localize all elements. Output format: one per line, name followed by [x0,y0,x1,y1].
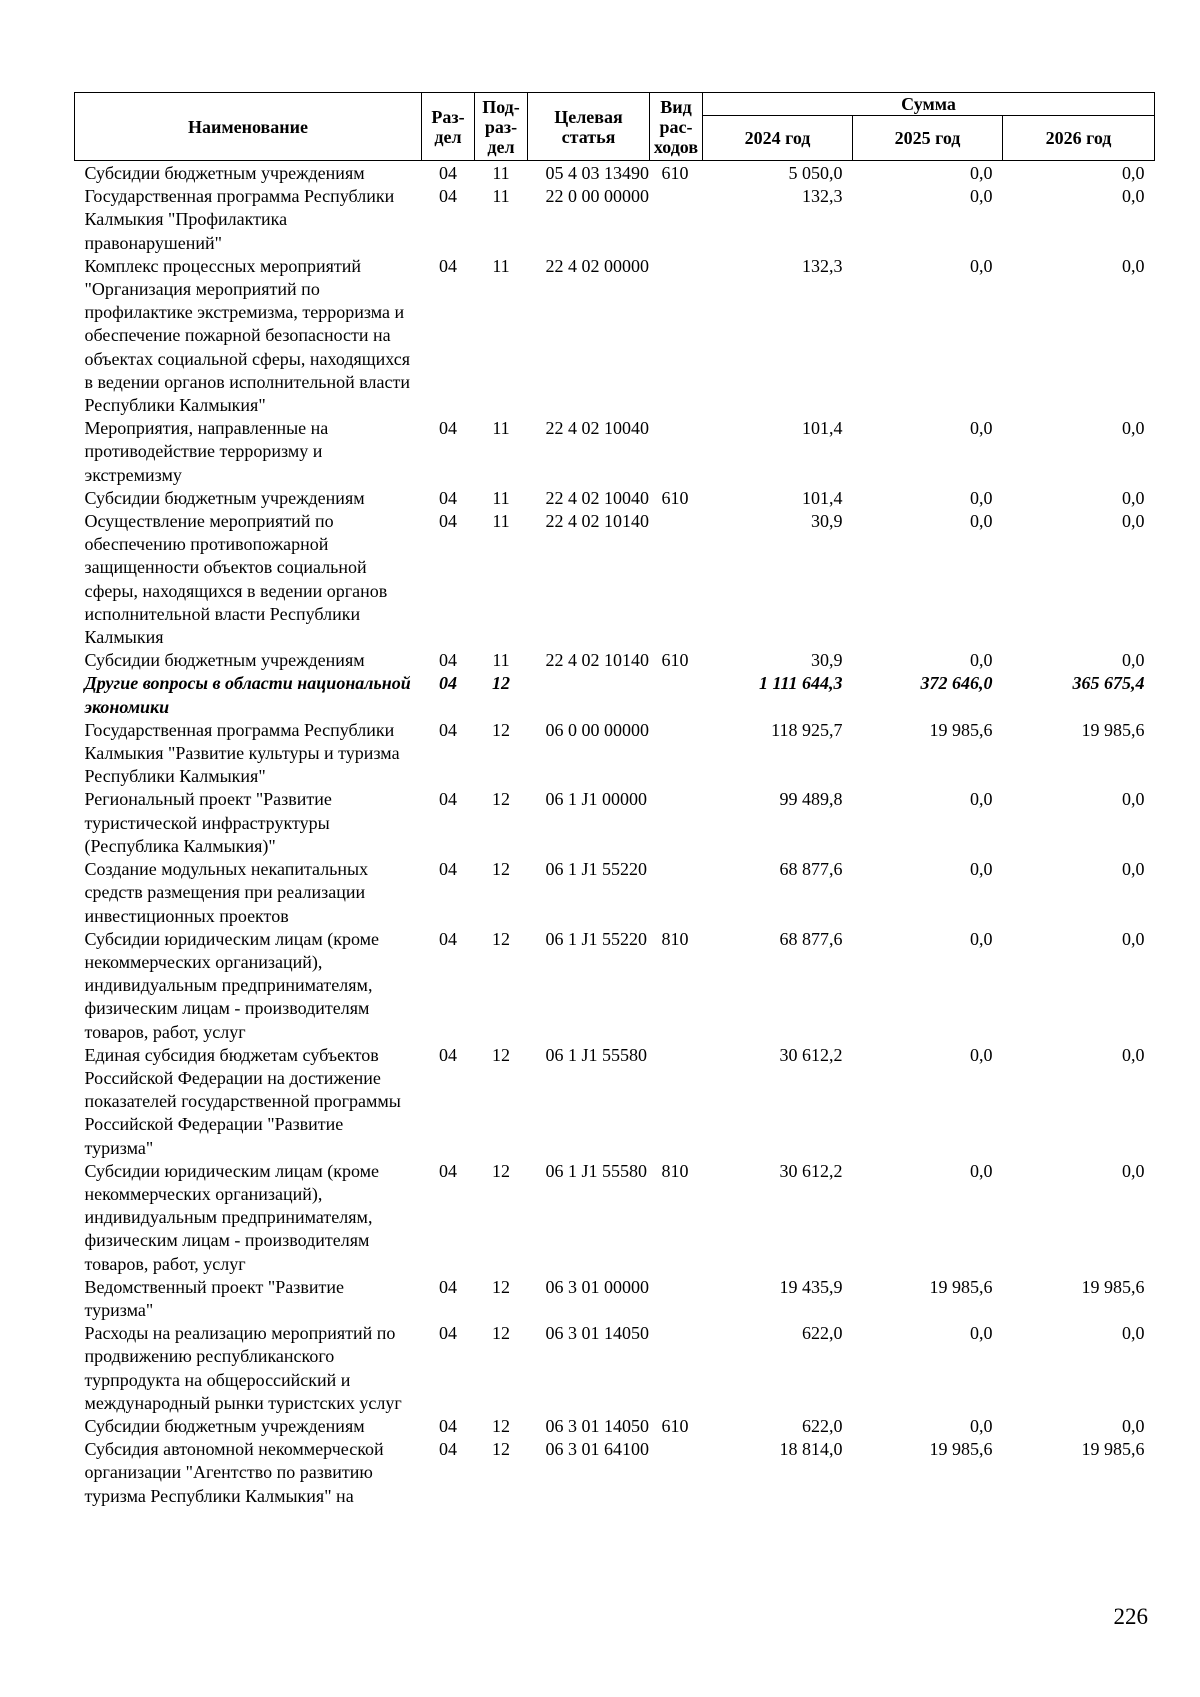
row-name: Комплекс процессных мероприятий "Организация мероприятий по профилактике экстремизма, терроризма и обеспечение пожарной безопасности на объектах социальной сферы, находящихся в ведении органов исполнительной власти Республики Калмыкия" [84,255,411,416]
row-target: 05 4 03 13490 [545,163,649,183]
row-subsection: 11 [492,418,510,439]
row-expense-type: 810 [661,1160,689,1181]
header-target-text: Целевая статья [554,106,623,147]
header-2025: 2025 год [853,116,1003,161]
row-amount-2026: 0,0 [1122,186,1145,207]
row-target: 22 4 02 10140 [545,650,649,671]
row-expense-type [650,1438,703,1508]
row-subsection: 11 [492,487,510,508]
row-name: Осуществление мероприятий по обеспечению противопожарной защищенности объектов социальной сферы, находящихся в ведении органов исполнительной власти Республики Калмыкия [84,511,388,648]
row-amount-2024: 622,0 [802,1415,843,1436]
row-amount-2025: 0,0 [970,928,993,949]
row-section: 04 [439,1439,457,1460]
row-name: Субсидии юридическим лицам (кроме некоммерческих организаций), индивидуальным предпринимателям, физическим лицам - производителям товаров, работ, услуг [84,928,380,1042]
row-amount-2026: 0,0 [1122,789,1145,810]
row-section: 04 [439,789,457,810]
row-subsection: 12 [492,719,510,740]
document-page [74,92,1154,1508]
row-expense-type [650,510,703,649]
row-expense-type: 610 [661,650,689,671]
row-amount-2024: 19 435,9 [779,1276,843,1297]
row-amount-2025: 0,0 [970,1160,993,1181]
row-section: 04 [439,487,457,508]
row-amount-2025: 0,0 [970,859,993,880]
row-amount-2024: 101,4 [802,487,843,508]
row-amount-2025: 0,0 [970,650,993,671]
row-amount-2025: 0,0 [970,163,993,183]
row-amount-2026: 0,0 [1122,1323,1145,1344]
row-amount-2026: 0,0 [1122,650,1145,671]
row-amount-2026: 19 985,6 [1081,1439,1145,1460]
row-amount-2024: 118 925,7 [771,719,843,740]
row-target: 22 4 02 10040 [545,418,649,439]
row-expense-type: 610 [661,1415,689,1436]
row-amount-2025: 372 646,0 [920,673,993,694]
row-name: Мероприятия, направленные на противодействие терроризму и экстремизму [84,418,329,485]
row-subsection: 12 [492,859,510,880]
row-section: 04 [439,511,457,532]
row-amount-2024: 30,9 [811,511,843,532]
row-amount-2024: 622,0 [802,1323,843,1344]
table-row [75,255,1155,417]
table-row [75,1044,1155,1160]
row-section: 04 [439,673,457,694]
row-expense-type [650,858,703,928]
row-name: Государственная программа Республики Калмыкия "Профилактика правонарушений" [84,186,395,253]
row-section: 04 [439,186,457,207]
table-row [75,649,1155,672]
row-amount-2024: 68 877,6 [779,859,843,880]
table-body [75,161,1155,1508]
row-amount-2025: 0,0 [970,511,993,532]
row-amount-2026: 19 985,6 [1081,719,1145,740]
row-amount-2024: 5 050,0 [788,163,843,183]
header-subsection-text: Под- раз- дел [482,96,520,157]
row-expense-type [650,1322,703,1415]
row-expense-type [650,672,703,718]
row-amount-2025: 0,0 [970,1323,993,1344]
row-subsection: 11 [492,255,510,276]
row-section: 04 [439,163,457,183]
row-name: Субсидия автономной некоммерческой организации "Агентство по развитию туризма Республики Калмыкия" на [84,1439,384,1506]
row-target: 06 3 01 14050 [545,1323,649,1344]
row-subsection: 12 [492,1276,510,1297]
row-name: Субсидии бюджетным учреждениям [84,650,365,671]
row-expense-type [650,185,703,255]
row-target: 06 3 01 00000 [545,1276,649,1297]
row-amount-2026: 0,0 [1122,1160,1145,1181]
row-name: Субсидии бюджетным учреждениям [84,1415,365,1436]
row-name: Создание модульных некапитальных средств размещения при реализации инвестиционных проектов [84,859,369,926]
table-row [75,1160,1155,1276]
row-target: 06 1 J1 00000 [545,789,648,810]
row-amount-2025: 19 985,6 [929,1276,993,1297]
row-amount-2025: 19 985,6 [929,719,993,740]
table-header [75,93,1155,161]
header-subsection [475,93,528,161]
row-subsection: 12 [492,1439,510,1460]
row-section: 04 [439,1044,457,1065]
row-amount-2024: 30 612,2 [779,1044,843,1065]
row-amount-2024: 132,3 [802,255,843,276]
row-expense-type: 810 [661,928,689,949]
row-amount-2024: 132,3 [802,186,843,207]
row-amount-2026: 0,0 [1122,1044,1145,1065]
row-section: 04 [439,255,457,276]
row-amount-2025: 0,0 [970,487,993,508]
row-amount-2026: 0,0 [1122,511,1145,532]
row-amount-2024: 68 877,6 [779,928,843,949]
row-expense-type [650,255,703,417]
row-subsection: 12 [492,1160,510,1181]
row-target: 06 1 J1 55580 [545,1160,648,1181]
row-section: 04 [439,719,457,740]
header-section-text: Раз- дел [431,106,465,147]
row-name: Единая субсидия бюджетам субъектов Российской Федерации на достижение показателей государственной программы Российской Федерации "Развитие туризма" [84,1044,401,1158]
row-amount-2026: 0,0 [1122,487,1145,508]
table-row [75,928,1155,1044]
row-target: 22 4 02 10140 [545,511,649,532]
row-expense-type [650,719,703,789]
row-expense-type [650,1276,703,1322]
row-section: 04 [439,1160,457,1181]
table-row [75,1276,1155,1322]
row-amount-2026: 19 985,6 [1081,1276,1145,1297]
row-amount-2025: 0,0 [970,1044,993,1065]
header-amount: Сумма [703,93,1155,116]
table-row [75,672,1155,718]
row-target: 06 3 01 64100 [545,1439,649,1460]
row-name: Субсидии юридическим лицам (кроме некоммерческих организаций), индивидуальным предпринимателям, физическим лицам - производителям товаров, работ, услуг [84,1160,380,1274]
row-subsection: 11 [492,511,510,532]
row-amount-2025: 0,0 [970,1415,993,1436]
row-expense-type [650,417,703,487]
table-row [75,788,1155,858]
row-subsection: 11 [492,163,510,183]
row-amount-2026: 0,0 [1122,928,1145,949]
row-target: 22 0 00 00000 [545,186,649,207]
row-name: Субсидии бюджетным учреждениям [84,487,365,508]
header-expense-type-text: Вид рас- ходов [653,96,699,157]
row-subsection: 12 [492,1323,510,1344]
table-row [75,858,1155,928]
row-amount-2026: 0,0 [1122,163,1145,183]
row-amount-2026: 0,0 [1122,1415,1145,1436]
table-row [75,1438,1155,1508]
row-section: 04 [439,418,457,439]
row-section: 04 [439,859,457,880]
row-subsection: 12 [492,1044,510,1065]
row-amount-2025: 19 985,6 [929,1439,993,1460]
header-section [422,93,475,161]
table-row [75,719,1155,789]
row-target: 06 0 00 00000 [545,719,649,740]
row-name: Ведомственный проект "Развитие туризма" [84,1276,344,1320]
row-target: 06 1 J1 55580 [545,1044,648,1065]
row-expense-type [650,1044,703,1160]
row-name: Субсидии бюджетным учреждениям [84,163,365,183]
row-section: 04 [439,1276,457,1297]
table-row [75,487,1155,510]
row-expense-type: 610 [661,163,689,183]
row-name: Региональный проект "Развитие туристической инфраструктуры (Республика Калмыкия)" [84,789,332,856]
header-expense-type [650,93,703,161]
row-amount-2024: 30 612,2 [779,1160,843,1181]
row-amount-2025: 0,0 [970,186,993,207]
row-amount-2024: 101,4 [802,418,843,439]
row-subsection: 11 [492,650,510,671]
row-amount-2026: 0,0 [1122,418,1145,439]
row-subsection: 12 [492,673,510,694]
header-2024: 2024 год [703,116,853,161]
row-target [528,672,650,718]
row-amount-2024: 1 111 644,3 [758,673,843,694]
row-target: 06 3 01 14050 [545,1415,649,1436]
row-amount-2025: 0,0 [970,418,993,439]
page-number: 226 [1113,1604,1148,1629]
row-amount-2025: 0,0 [970,255,993,276]
row-target: 22 4 02 10040 [545,487,649,508]
budget-table [74,92,1155,1508]
row-subsection: 12 [492,1415,510,1436]
row-amount-2024: 99 489,8 [779,789,843,810]
row-name: Другие вопросы в области национальной экономики [84,673,411,717]
row-amount-2025: 0,0 [970,789,993,810]
table-row [75,417,1155,487]
table-row [75,1415,1155,1438]
table-row [75,510,1155,649]
row-subsection: 12 [492,789,510,810]
row-amount-2026: 365 675,4 [1072,673,1145,694]
row-target: 22 4 02 00000 [545,255,649,276]
header-name: Наименование [75,93,422,161]
table-row [75,161,1155,186]
row-target: 06 1 J1 55220 [545,928,648,949]
row-expense-type: 610 [661,487,689,508]
row-amount-2026: 0,0 [1122,255,1145,276]
row-amount-2024: 30,9 [811,650,843,671]
header-target [528,93,650,161]
row-name: Государственная программа Республики Калмыкия "Развитие культуры и туризма Республики Калмыкия" [84,719,400,787]
row-name: Расходы на реализацию мероприятий по продвижению республиканского турпродукта на общероссийский и международный рынки туристских услуг [84,1323,402,1413]
row-subsection: 12 [492,928,510,949]
row-section: 04 [439,928,457,949]
row-expense-type [650,788,703,858]
row-amount-2026: 0,0 [1122,859,1145,880]
row-section: 04 [439,1415,457,1436]
row-subsection: 11 [492,186,510,207]
table-row [75,185,1155,255]
table-row [75,1322,1155,1415]
row-section: 04 [439,650,457,671]
row-amount-2024: 18 814,0 [779,1439,843,1460]
header-2026: 2026 год [1003,116,1155,161]
row-section: 04 [439,1323,457,1344]
row-target: 06 1 J1 55220 [545,859,648,880]
